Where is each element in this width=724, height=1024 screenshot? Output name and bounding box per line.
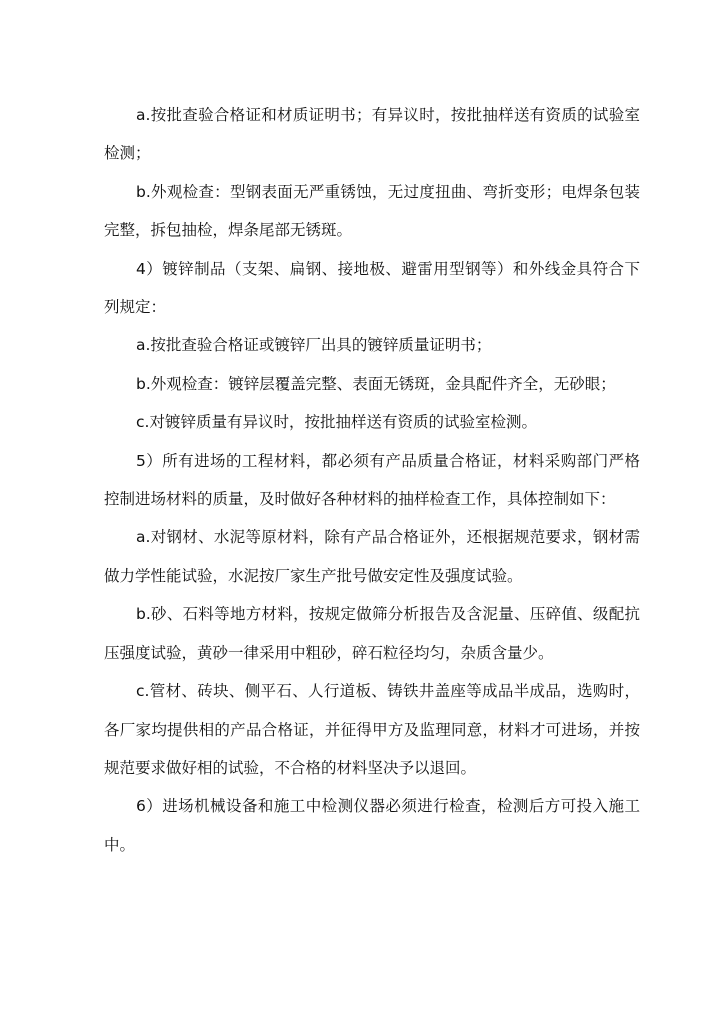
paragraph-5-material-control: 5）所有进场的工程材料，都必须有产品质量合格证，材料采购部门严格控制进场材料的质量，及时做好各种材料的抽样检查工作，具体控制如下： (104, 451, 640, 509)
document-page (104, 96, 640, 864)
paragraph-6-equipment-check: 6）进场机械设备和施工中检测仪器必须进行检查，检测后方可投入施工中。 (104, 797, 640, 854)
paragraph-a-certificate-check: a.按批查验合格证和材质证明书；有异议时，按批抽样送有资质的试验室检测； (104, 106, 640, 163)
paragraph-4-galvanized-products: 4）镀锌制品（支架、扁钢、接地极、避雷用型钢等）和外线金具符合下列规定： (104, 259, 640, 317)
paragraph-a-galvanized-certificate: a.按批查验合格证或镀锌厂出具的镀锌质量证明书； (136, 336, 492, 355)
paragraph-b-galvanized-visual: b.外观检查：镀锌层覆盖完整、表面无锈斑，金具配件齐全，无砂眼； (136, 374, 616, 393)
paragraph-b-visual-inspection-steel: b.外观检查：型钢表面无严重锈蚀，无过度扭曲、弯折变形；电焊条包装完整，拆包抽检，焊条尾部无锈斑。 (104, 182, 640, 240)
paragraph-c-pipes-bricks: c.管材、砖块、侧平石、人行道板、铸铁井盖座等成品半成品，选购时，各厂家均提供相的产品合格证，并征得甲方及监理同意，材料才可进场，并按规范要求做好相的试验，不合格的材料坚决予以退回。 (104, 682, 640, 777)
paragraph-c-galvanized-testing: c.对镀锌质量有异议时，按批抽样送有资质的试验室检测。 (136, 413, 537, 432)
paragraph-a-steel-cement: a.对钢材、水泥等原材料，除有产品合格证外，还根据规范要求，钢材需做力学性能试验，水泥按厂家生产批号做安定性及强度试验。 (104, 528, 640, 585)
paragraph-b-sand-stone: b.砂、石料等地方材料，按规定做筛分析报告及含泥量、压碎值、级配抗压强度试验，黄砂一律采用中粗砂，碎石粒径均匀，杂质含量少。 (104, 605, 640, 662)
